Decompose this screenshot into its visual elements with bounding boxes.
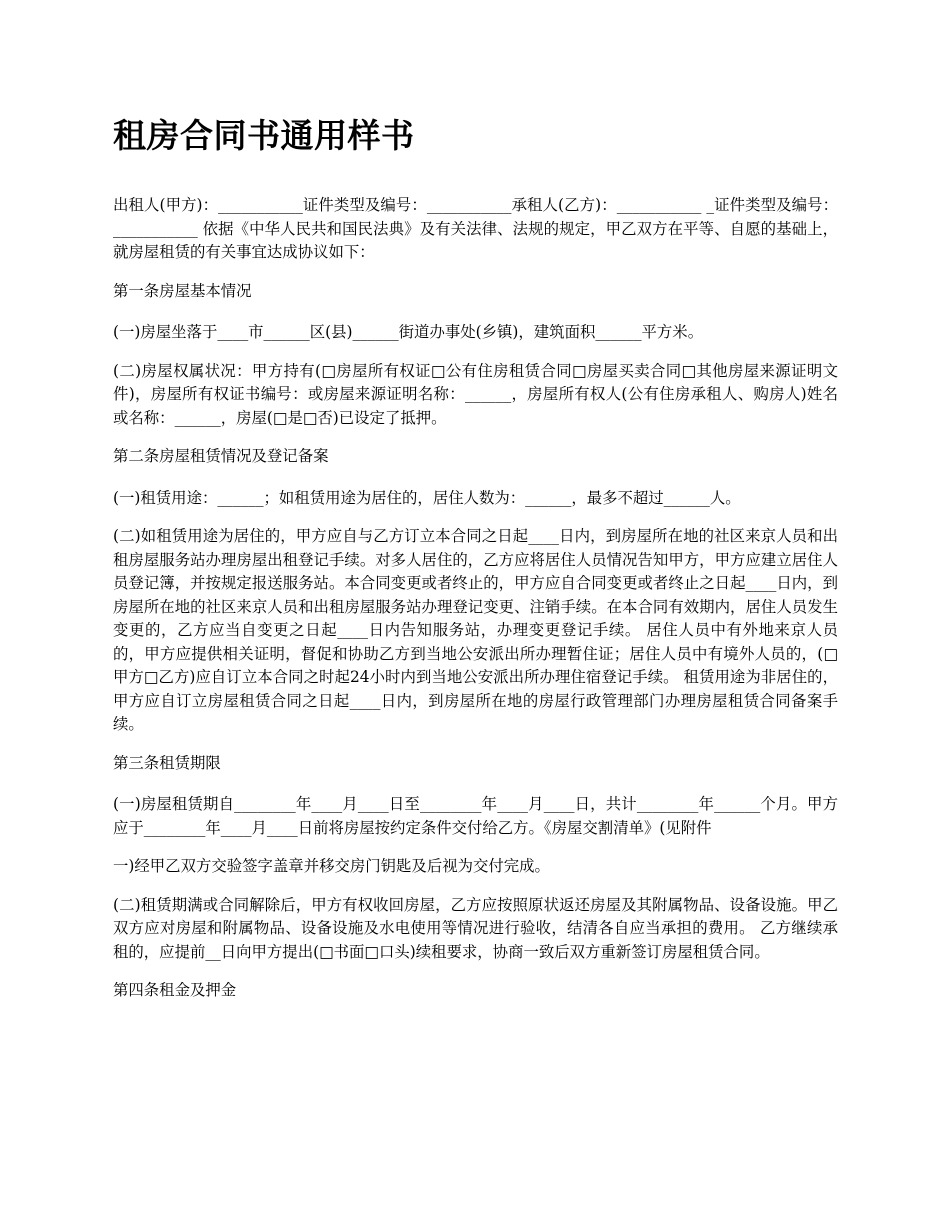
preamble-paragraph: 出租人(甲方)：___________证件类型及编号：___________承租人(乙方)：___________ _证件类型及编号：___________ 依据《中华人民共和国民法典》及有关法律、法规的规定，甲乙双方在平等、自愿的基础上，就房屋租赁的有关事宜达成协议如下：	[113, 196, 838, 261]
article-3-heading: 第三条租赁期限	[113, 753, 221, 772]
article-4-heading: 第四条租金及押金	[113, 981, 237, 999]
article-1-clause-2: (二)房屋权属状况：甲方持有(□房屋所有权证□公有住房租赁合同□房屋买卖合同□其他房屋来源证明文件)，房屋所有权证书编号：或房屋来源证明名称：______，房屋所有权人(公有住房承租人、购房人)姓名或名称：______，房屋(□是□否)已设定了抵押。	[113, 361, 838, 427]
article-3-clause-2: (二)租赁期满或合同解除后，甲方有权收回房屋，乙方应按照原状返还房屋及其附属物品、设备设施。甲乙双方应对房屋和附属物品、设备设施及水电使用等情况进行验收，结清各自应当承担的费用。 乙方继续承租的，应提前__日向甲方提出(□书面□口头)续租要求，协商一致后双方重新签订房屋租赁合同。	[113, 895, 838, 961]
article-3-clause-1: (一)房屋租赁期自________年____月____日至________年____月____日，共计________年______个月。甲方应于________年____月____日前将房屋按约定条件交付给乙方。《房屋交割清单》(见附件	[113, 795, 838, 837]
document-page	[113, 112, 838, 1021]
article-3-clause-1-continued: 一)经甲乙双方交验签字盖章并移交房门钥匙及后视为交付完成。	[113, 857, 550, 875]
article-2-clause-1: (一)租赁用途：______；如租赁用途为居住的，居住人数为：______，最多不超过______人。	[113, 488, 741, 507]
article-1-heading: 第一条房屋基本情况	[113, 281, 252, 300]
article-1-clause-1: (一)房屋坐落于____市______区(县)______街道办事处(乡镇)，建筑面积______平方米。	[113, 323, 704, 341]
article-2-heading: 第二条房屋租赁情况及登记备案	[113, 447, 329, 465]
article-2-clause-2: (二)如租赁用途为居住的，甲方应自与乙方订立本合同之日起____日内，到房屋所在地的社区来京人员和出租房屋服务站办理房屋出租登记手续。对多人居住的，乙方应将居住人员情况告知甲方，甲方应建立居住人员登记簿，并按规定报送服务站。本合同变更或者终止的，甲方应自合同变更或者终止之日起____日内，到房屋所在地的社区来京人员和出租房屋服务站办理登记变更、注销手续。在本合同有效期内，居住人员发生变更的，乙方应当自变更之日起____日内告知服务站，办理变更登记手续。 居住人员中有外地来京人员的，甲方应提供相关证明，督促和协助乙方到当地公安派出所办理暂住证；居住人员中有境外人员的，(□甲方□乙方)应自订立本合同之时起24小时内到当地公安派出所办理住宿登记手续。 租赁用途为非居住的，甲方应自订立房屋租赁合同之日起____日内，到房屋所在地的房屋行政管理部门办理房屋租赁合同备案手续。	[113, 527, 838, 733]
document-title: 租房合同书通用样书	[113, 116, 415, 155]
